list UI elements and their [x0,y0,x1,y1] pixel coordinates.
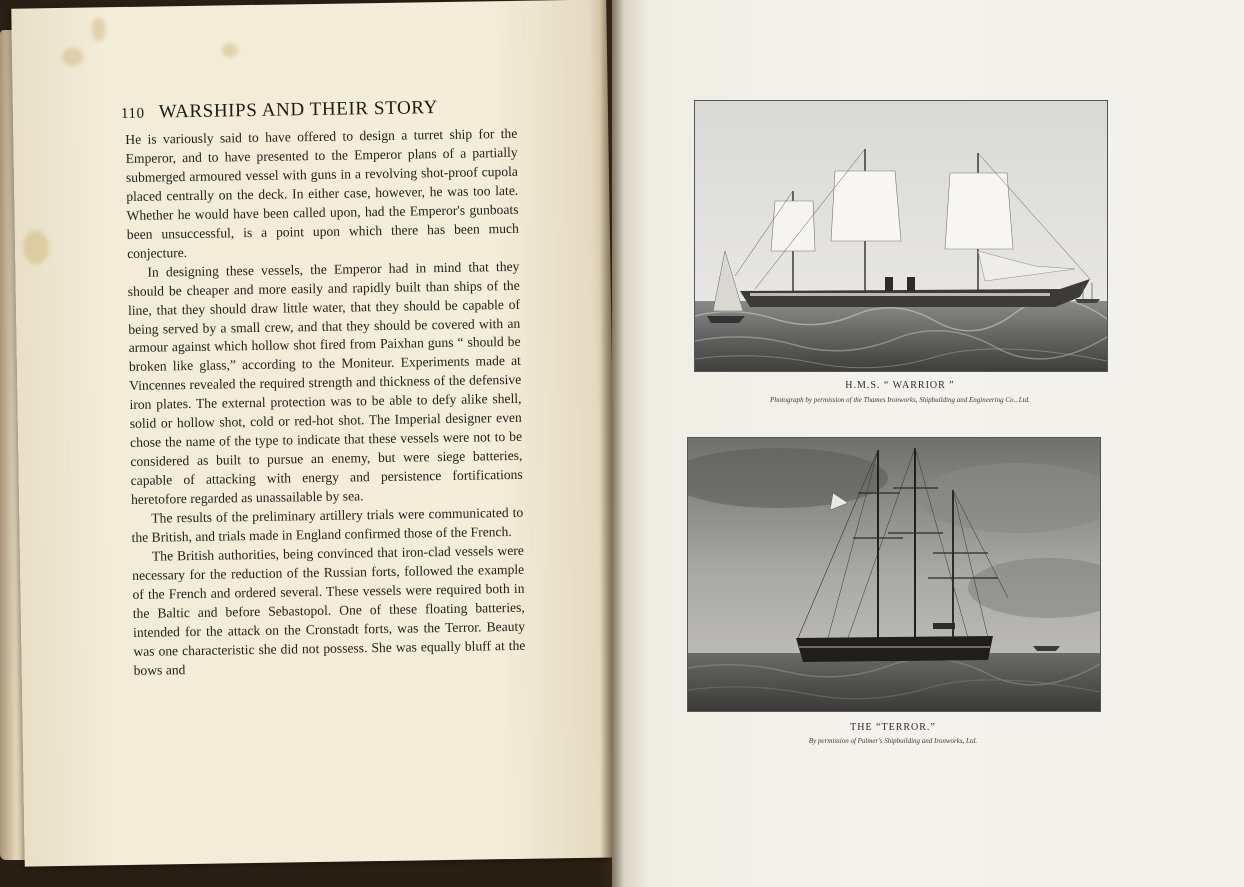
foxing-stain [23,230,50,264]
running-head [121,97,438,124]
warrior-plate-image [694,100,1108,372]
page-number: 110 [120,105,145,123]
right-page [612,0,1244,887]
foxing-stain [91,17,105,41]
body-text [125,125,526,681]
terror-caption: THE “TERROR.” [850,722,936,733]
foxing-stain [62,48,84,66]
running-title: WARSHIPS AND THEIR STORY [158,97,439,123]
book-gutter [600,0,624,887]
terror-plate-image [687,437,1101,712]
paragraph: The British authorities, being convinced that iron-clad vessels were necessary for the reduction of the Russian forts, followed the example of the French and ordered several. These vessels were required both in the Baltic and before Sebastopol. One of these floating batteries, intended for the attack on the Cronstadt forts, was the Terror. Beauty was one characteristic she did not possess. She was equally bluff at the bows and [132,542,526,678]
paragraph: In designing these vessels, the Emperor had in mind that they should be cheaper and more easily and rapidly built than ships of the line, that they should draw little water, that they should be capable of being served by a small crew, and that they should be covered with an armour against which hollow shot fired from Paixhan guns “ should be broken like glass,” according to the Moniteur. Experiments made at Vincennes revealed the required strength and thickness of the defensive iron plates. The external protection was to be able to defy alike shell, solid or hollow shot, cold or red-hot shot. The Imperial designer even chose the name of the type to indicate that these vessels were not to be considered as built to pursue an enemy, but were siege batteries, capable of attacking with energy and persistence fortifications heretofore regarded as unassailable by sea. [127,258,523,508]
terror-credit: By permission of Palmer's Shipbuilding and Ironworks, Ltd. [808,737,978,745]
left-page [11,0,619,867]
paragraph: He is variously said to have offered to design a turret ship for the Emperor, and to have presented to the Emperor plans of a partially submerged armoured vessel with guns in a revolving shot-proof cupola placed centrally on the deck. In either case, however, he was too late. Whether he would have been called upon, had the Emperor's gunboats been unsuccessful, is a point upon which there has been much conjecture. [125,125,519,261]
warrior-caption: H.M.S. “ WARRIOR ” [845,380,955,391]
warrior-credit: Photograph by permission of the Thames Ironworks, Shipbuilding and Engineering Co., Ltd. [770,396,1030,404]
foxing-stain [222,43,238,57]
paragraph: The results of the preliminary artillery trials were communicated to the British, and trials made in England confirmed those of the French. [131,504,524,545]
